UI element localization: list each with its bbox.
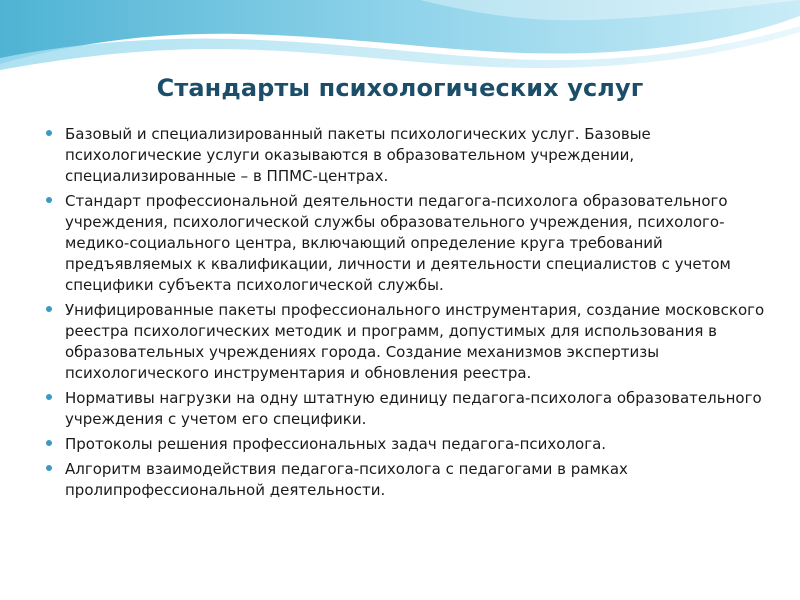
bullet-list [46,124,774,505]
bullet-icon [46,197,52,203]
bullet-icon [46,440,52,446]
bullet-icon [46,306,52,312]
list-item-text: Стандарт профессиональной деятельности педагога-психолога образовательного учреждения, психологической службы образовательного учреждения, психолого-медико-социального центра, включающий определение круга требований предъявляемых к квалификации, личности и деятельности специалистов с учетом специфики субъекта психологической службы. [65,192,731,294]
bullet-icon [46,465,52,471]
list-item-text: Унифицированные пакеты профессионального инструментария, создание московского реестра психологических методик и программ, допустимых для использования в образовательных учреждениях города. Создание механизмов экспертизы психологического инструментария и обновления реестра. [65,301,765,382]
list-item-text: Алгоритм взаимодействия педагога-психолога с педагогами в рамках пролипрофессиональной деятельности. [65,460,628,499]
list-item [46,300,774,384]
list-item [46,124,774,187]
list-item [46,434,774,455]
list-item [46,459,774,501]
list-item-text: Протоколы решения профессиональных задач педагога-психолога. [65,435,607,453]
bullet-icon [46,394,52,400]
list-item-text: Нормативы нагрузки на одну штатную единицу педагога-психолога образовательного учреждения с учетом его специфики. [65,389,762,428]
list-item-text: Базовый и специализированный пакеты психологических услуг. Базовые психологические услуги оказываются в образовательном учреждении, специализированные – в ППМС-центрах. [65,125,651,185]
list-item [46,191,774,296]
header-wave-decoration [0,0,800,75]
slide-title: Стандарты психологических услуг [156,74,644,102]
list-item [46,388,774,430]
bullet-icon [46,130,52,136]
